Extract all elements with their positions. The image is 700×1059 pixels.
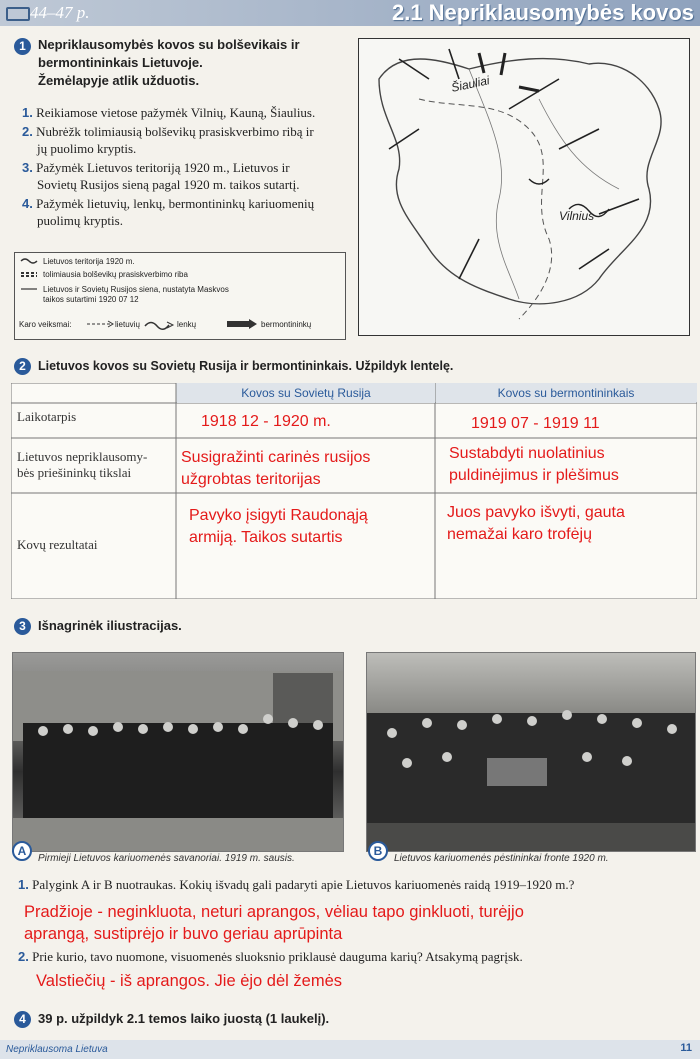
footer-section: Nepriklausoma Lietuva <box>6 1044 108 1055</box>
legend-lt: lietuvių <box>115 320 140 329</box>
task2-title: Lietuvos kovos su Sovietų Rusija ir bermontininkais. Užpildyk lentelę. <box>38 359 454 373</box>
answer-1: Pradžioje - neginkluota, neturi aprangos, vėliau tapo ginkluoti, turėjjo aprangą, sustiprėjo ir buvo geriau aprūpinta <box>24 903 524 943</box>
task1-title: Nepriklausomybės kovos su bolševikais ir bermontininkais Lietuvoje. Žemėlapyje atlik užduotis. <box>38 37 300 88</box>
col-header-berm: Kovos su bermontininkais <box>436 383 696 403</box>
photo-a <box>12 652 344 852</box>
legend-berm: bermontininkų <box>261 320 312 329</box>
cell-results-soviet: Pavyko įsigyti Raudonąją armiją. Taikos sutartis <box>189 507 368 546</box>
col-header-soviet: Kovos su Sovietų Rusija <box>177 383 435 403</box>
photo-b <box>366 652 696 852</box>
comparison-table <box>11 383 697 599</box>
legend-territory: Lietuvos teritorija 1920 m. <box>43 257 135 266</box>
row-label-goals: Lietuvos nepriklausomy- bės priešininkų tikslai <box>17 449 148 480</box>
cell-period-berm: 1919 07 - 1919 11 <box>471 415 600 432</box>
answer-2: Valstiečių - iš aprangos. Jie ėjo dėl žemės <box>36 972 343 990</box>
map-label-siauliai: Šiauliai <box>449 73 491 95</box>
legend-border: Lietuvos ir Sovietų Rusijos siena, nustatyta Maskvos <box>43 285 229 294</box>
task1-item-2: 2. Nubrėžk tolimiausią bolševikų prasiskverbimo ribą ir jų puolimo kryptis. <box>22 124 314 156</box>
page-number: 11 <box>680 1042 692 1054</box>
photo-b-letter: B <box>368 841 388 861</box>
task-number-3: 3 <box>14 618 31 635</box>
legend-pl: lenkų <box>177 320 197 329</box>
cell-goals-soviet: Susigražinti carinės rusijos užgrobtas teritorijas <box>181 449 371 488</box>
task3-title: Išnagrinėk iliustracijas. <box>38 618 182 633</box>
question-1: 1. Palygink A ir B nuotraukas. Kokių išvadų gali padaryti apie Lietuvos kariuomenės raidą 1919–1920 m.? <box>18 877 575 892</box>
task1-item-3: 3. Pažymėk Lietuvos teritoriją 1920 m., Lietuvos ir Sovietų Rusijos sieną pagal 1920 m. taikos sutartį. <box>22 160 300 192</box>
photo-a-caption: Pirmieji Lietuvos kariuomenės savanoriai. 1919 m. sausis. <box>38 853 295 864</box>
task4-text: 39 p. užpildyk 2.1 temos laiko juostą (1 laukelį). <box>38 1011 330 1026</box>
cell-period-soviet: 1918 12 - 1920 m. <box>201 413 331 430</box>
question-2: 2. Prie kurio, tavo nuomone, visuomenės sluoksnio priklausė dauguma karių? Atsakymą pagrįsk. <box>18 949 523 964</box>
cell-goals-berm: Sustabdyti nuolatinius puldinėjimus ir plėšimus <box>449 445 619 484</box>
photo-a-letter: A <box>12 841 32 861</box>
row-label-results: Kovų rezultatai <box>17 537 98 552</box>
task1-item-1: 1. Reikiamose vietose pažymėk Vilnių, Kauną, Šiaulius. <box>22 105 316 120</box>
row-label-period: Laikotarpis <box>17 409 77 424</box>
map <box>358 38 690 336</box>
photo-b-caption: Lietuvos kariuomenės pėstininkai fronte 1920 m. <box>394 853 609 864</box>
map-legend: Lietuvos teritorija 1920 m. tolimiausia bolševikų prasiskverbimo riba Lietuvos ir Sovietų Rusijos siena, nustatyta Maskvos taikos sutartimi 1920 07 12 Karo veiksmai: lietuvių lenkų bermontininkų <box>14 252 346 340</box>
book-icon <box>6 7 30 21</box>
chapter-title: 2.1 Nepriklausomybės kovos <box>391 0 694 25</box>
legend-war: Karo veiksmai: <box>19 320 72 329</box>
legend-bolshevik-limit: tolimiausia bolševikų prasiskverbimo riba <box>43 270 188 279</box>
task1-items <box>22 104 352 229</box>
task-number-4: 4 <box>14 1011 31 1028</box>
task-number-2: 2 <box>14 358 31 375</box>
task1-item-4: 4. Pažymėk lietuvių, lenkų, bermontininkų kariuomenių puolimų kryptis. <box>22 196 315 228</box>
map-label-vilnius: Vilnius <box>559 209 595 223</box>
task-number-1: 1 <box>14 38 31 55</box>
page-range: 44–47 p. <box>30 3 90 22</box>
cell-results-berm: Juos pavyko išvyti, gauta nemažai karo trofėjų <box>447 504 625 543</box>
